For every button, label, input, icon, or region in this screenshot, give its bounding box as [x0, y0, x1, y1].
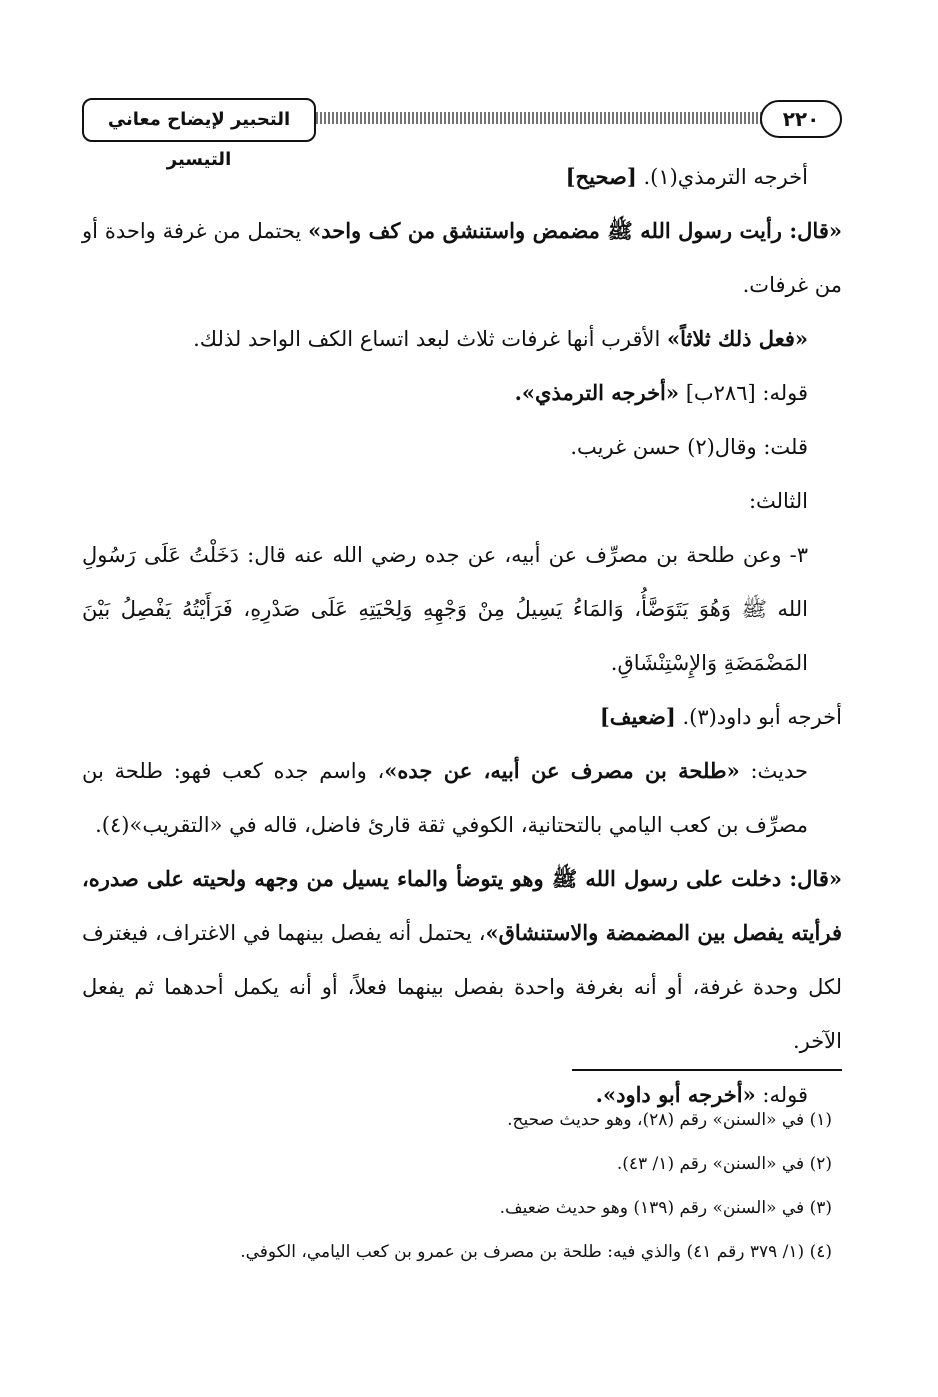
paragraph-takhrij-tirmidhi [82, 150, 842, 204]
paragraph-qawluhu [82, 366, 842, 420]
decorative-header-rule [312, 112, 770, 124]
quoted-hadith: «قال: رأيت رسول الله ﷺ مضمض واستنشق من كف واحد» [308, 218, 842, 243]
footnote-2: (٢) في «السنن» رقم (١/ ٤٣). [616, 1154, 832, 1174]
text: أخرجه أبو داود(٣). [675, 705, 842, 729]
footnote-separator [572, 1069, 842, 1071]
grade-sahih: [صحيح] [565, 164, 637, 189]
page-content [82, 150, 842, 1122]
commentary: ، يحتمل أنه يفصل بينهما في الاغتراف، فيغترف لكل وحدة غرفة، أو أنه بغرفة واحدة بفصل بينهما فعلاً، أو أنه يكمل أحدهما ثم يفعل الآخر. [82, 921, 842, 1053]
heading-text: الثالث: [748, 489, 808, 513]
footnotes [96, 1098, 842, 1274]
commentary: يحتمل من غرفة واحدة أو من غرفات. [82, 219, 842, 297]
text: قوله: [٢٨٦ب] [679, 381, 808, 405]
paragraph-takhrij-abu-dawud [82, 690, 842, 744]
hadith-text: ٣- وعن طلحة بن مصرِّف عن أبيه، عن جده رضي الله عنه قال: دَخَلْتُ عَلَى رَسُولِ الله ﷺ وَهُوَ يَتَوَضَّأُ، وَالمَاءُ يَسِيلُ مِنْ وَجْهِهِ وَلِحْيَتِهِ عَلَى صَدْرِهِ، فَرَأَيْتُهُ يَفْصِلُ بَيْنَ المَضْمَضَةِ وَالإِسْتِنْشَاقِ. [82, 543, 808, 675]
section-heading-third [82, 474, 842, 528]
quoted-hadith: «قال: دخلت على رسول الله ﷺ وهو يتوضأ والماء يسيل من وجهه ولحيته على صدره، فرأيته يفصل بين المضمضة والاستنشاق» [82, 866, 842, 945]
footnote-4: (٤) (١/ ٣٧٩ رقم ٤١) والذي فيه: طلحة بن مصرف بن عمرو بن كعب اليامي، الكوفي. [240, 1242, 832, 1262]
paragraph-hadith-three [82, 528, 842, 690]
paragraph-separation-explanation [82, 852, 842, 1068]
text: قوله: [755, 1083, 808, 1107]
text: حديث: [739, 759, 808, 783]
paragraph-rinse-explanation [82, 204, 842, 312]
page-number: ٢٢٠ [760, 100, 842, 138]
paragraph-three-times [82, 312, 842, 366]
footnote-3: (٣) في «السنن» رقم (١٣٩) وهو حديث ضعيف. [499, 1198, 832, 1218]
quoted-source: «أخرجه أبو داود». [595, 1082, 756, 1107]
commentary: الأقرب أنها غرفات ثلاث لبعد اتساع الكف الواحد لذلك. [193, 327, 667, 351]
text: قلت: وقال(٢) حسن غريب. [570, 435, 808, 459]
quoted-hadith: «فعل ذلك ثلاثاً» [666, 326, 808, 351]
text: أخرجه الترمذي(١). [636, 165, 808, 189]
quoted-source: «أخرجه الترمذي». [514, 380, 680, 405]
quoted-chain: «طلحة بن مصرف عن أبيه، عن جده» [384, 758, 740, 783]
book-title: التحبير لإيضاح معاني التيسير [82, 98, 316, 142]
page-header [82, 96, 842, 170]
grade-daif: [ضعيف] [599, 704, 676, 729]
paragraph-qultu [82, 420, 842, 474]
paragraph-narrator-note [82, 744, 842, 852]
commentary: ، واسم جده كعب فهو: طلحة بن مصرِّف بن كعب اليامي بالتحتانية، الكوفي ثقة قارئ فاضل، قاله في «التقريب»(٤). [82, 759, 808, 837]
footnote-1: (١) في «السنن» رقم (٢٨)، وهو حديث صحيح. [507, 1110, 832, 1130]
